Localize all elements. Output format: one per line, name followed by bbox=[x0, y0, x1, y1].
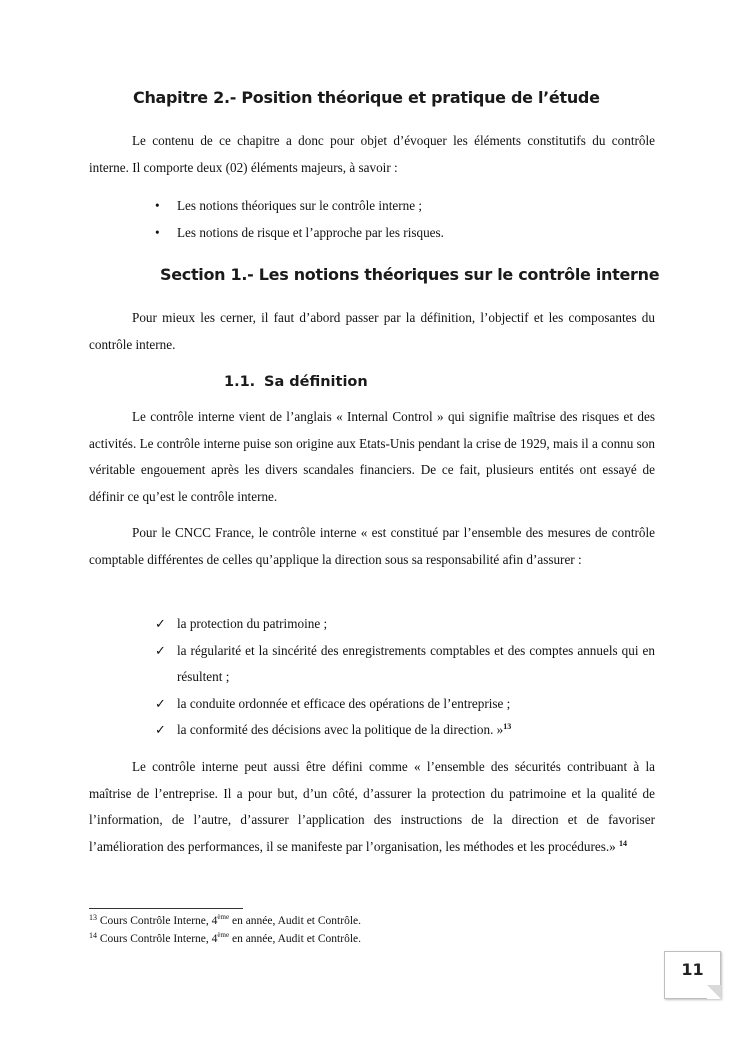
intro-paragraph: Le contenu de ce chapitre a donc pour objet d’évoquer les éléments constitutifs du contrôle interne. Il comporte deux (02) éléments majeurs, à savoir : bbox=[89, 133, 655, 175]
subsection-heading bbox=[224, 374, 368, 390]
check-list bbox=[155, 611, 655, 744]
page-curl-decoration bbox=[707, 985, 721, 999]
checkmark-icon: ✓ bbox=[155, 642, 166, 658]
footnote: $^{13}$ Cours Contrôle Interne, 4ème en année, Audit et Contrôle. bbox=[89, 913, 361, 927]
chapter-title: Chapitre 2.- Position théorique et pratique de l’étude bbox=[133, 88, 600, 107]
definition-paragraph: Le contrôle interne vient de l’anglais « Internal Control » qui signifie maîtrise des risques et des activités. Le contrôle interne puise son origine aux Etats-Unis pendant la crise de 1929, mais il a connu son véritable engouement après les divers scandales financiers. De ce fait, plusieurs entités ont essayé de définir ce qu’est le contrôle interne. bbox=[89, 409, 655, 504]
section-intro-paragraph: Pour mieux les cerner, il faut d’abord passer par la définition, l’objectif et les composantes du contrôle interne. bbox=[89, 310, 655, 352]
bullet-icon: • bbox=[155, 224, 160, 240]
checkmark-icon: ✓ bbox=[155, 695, 166, 711]
check-item: ✓ la protection du patrimoine ; bbox=[155, 611, 655, 638]
checkmark-icon: ✓ bbox=[155, 616, 166, 631]
security-paragraph: Le contrôle interne peut aussi être défini comme « l’ensemble des sécurités contribuant à la maîtrise de l’entreprise. Il a pour but, d’un côté, d’assurer la protection du patrimoine et la qualité de l’information, de l’autre, d’assurer l’application des instructions de la direction et de favoriser l’amélioration des performances, il se manifeste par l’organisation, les méthodes et les procédures.» $^{14}$ bbox=[89, 759, 655, 854]
bullet-list bbox=[155, 193, 655, 246]
section-title: Section 1.- Les notions théoriques sur le contrôle interne bbox=[160, 265, 660, 284]
subsection-number: 1.1. bbox=[224, 374, 256, 390]
checkmark-icon: ✓ bbox=[155, 722, 166, 737]
check-item: ✓ la régularité et la sincérité des enregistrements comptables et des comptes annuels qui en résultent ; bbox=[155, 638, 655, 691]
check-item: ✓ la conformité des décisions avec la politique de la direction. »$^{13}$ bbox=[155, 717, 655, 744]
bullet-icon: • bbox=[155, 198, 160, 213]
footnote-ref: 14 bbox=[619, 838, 628, 848]
bullet-item: • Les notions de risque et l’approche par les risques. bbox=[155, 220, 655, 247]
bullet-item: • Les notions théoriques sur le contrôle interne ; bbox=[155, 193, 655, 220]
page-number-box bbox=[664, 951, 721, 999]
footnote-separator bbox=[89, 908, 243, 909]
page-number: 11 bbox=[681, 960, 704, 979]
check-item: ✓ la conduite ordonnée et efficace des opérations de l’entreprise ; bbox=[155, 691, 655, 718]
cncc-paragraph: Pour le CNCC France, le contrôle interne « est constitué par l’ensemble des mesures de contrôle comptable différentes de celles qu’applique la direction sous sa responsabilité afin d’assurer : bbox=[89, 525, 655, 567]
subsection-title: Sa définition bbox=[264, 374, 368, 390]
footnote: $^{14}$ Cours Contrôle Interne, 4ème en année, Audit et Contrôle. bbox=[89, 931, 361, 945]
footnote-ref: 13 bbox=[503, 722, 512, 731]
